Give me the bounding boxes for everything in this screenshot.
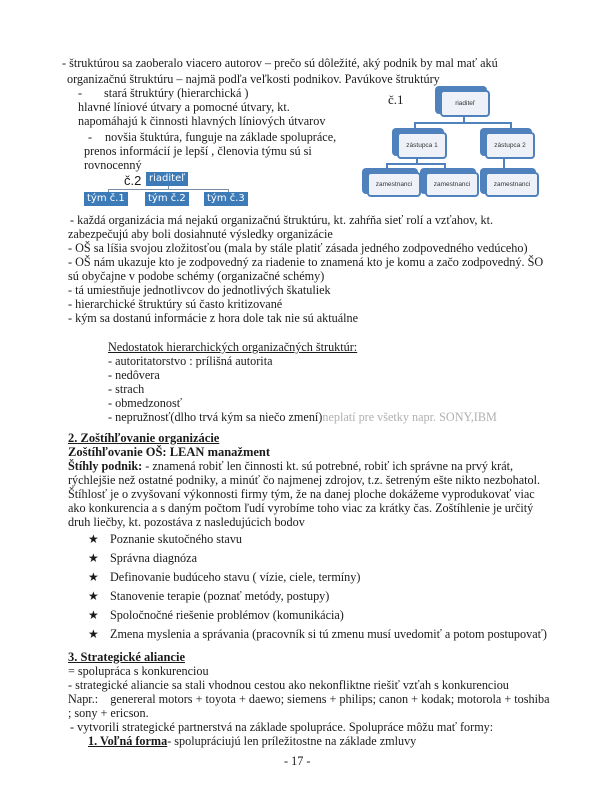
star-icon: ★ bbox=[88, 627, 99, 641]
team-box-1: tým č.1 bbox=[84, 192, 128, 206]
star-icon: ★ bbox=[88, 608, 99, 622]
star-icon: ★ bbox=[88, 570, 99, 584]
old-structure-desc-1: hlavné líniové útvary a pomocné útvary, kt. bbox=[78, 100, 290, 114]
old-structure-desc-2: napomáhajú k činnosti hlavných líniových útvarov bbox=[78, 114, 326, 128]
diagram-1-label: č.1 bbox=[388, 92, 404, 107]
form-label: 1. Voľná forma bbox=[88, 734, 168, 748]
drawback-item: - obmedzonosť bbox=[108, 396, 182, 410]
org-box-employees-1: zamestnanci bbox=[362, 168, 418, 194]
lean-para-2: rýchlejšie než ostatné podniky, a minúť čo najmenej zdrojov, t.z. šetreným ešte nikto nezbohatol. bbox=[68, 473, 541, 487]
lean-para-4: ako konkurencia a s daným počtom ľudí vyrobíme toho viac za krátky čas. Zoštíhlenie je určitý bbox=[68, 501, 534, 515]
lean-para-1: Štíhly podnik: - znamená robiť len činnosti kt. sú potrebné, robiť ich správne na prvý krát, bbox=[68, 459, 514, 473]
org-box-director: riaditeľ bbox=[435, 86, 487, 114]
alliance-form-1: 1. Voľná forma- spolupráciujú len príležitostne na základe zmluvy bbox=[88, 734, 417, 748]
section-2-subheading: Zoštíhľovanie OŠ: LEAN manažment bbox=[68, 445, 271, 459]
team-box-2: tým č.2 bbox=[145, 192, 189, 206]
drawback-item: - nedôvera bbox=[108, 368, 160, 382]
drawback-inflexibility: - nepružnosť(dlho trvá kým sa niečo zmení) bbox=[108, 410, 323, 424]
point-4: - tá umiestňuje jednotlivcov do jednotlivých škatuliek bbox=[68, 283, 331, 297]
star-icon: ★ bbox=[88, 589, 99, 603]
star-icon: ★ bbox=[88, 551, 99, 565]
point-3b: sú obyčajne v podobe schémy (organizačné schémy) bbox=[68, 269, 325, 283]
alliance-definition: = spolupráca s konkurenciou bbox=[68, 664, 209, 678]
bullet-item: ★ Spoločnočné riešenie problémov (komunikácia) bbox=[88, 608, 344, 622]
new-structure-line-3: rovnocenný bbox=[84, 158, 142, 172]
team-box-director: riaditeľ bbox=[146, 172, 188, 186]
page-number: - 17 - bbox=[284, 754, 311, 768]
alliance-line-1: - strategické aliancie sa stali vhodnou cestou ako nekonfliktne riešiť vzťah s konkurenciou bbox=[68, 678, 509, 692]
lean-para-5: druh liečby, kt. pozostáva z nasledujúcich bodov bbox=[68, 515, 305, 529]
alliance-line-4: - vytvorili strategické partnerstvá na základe spolupráce. Spolupráce môžu mať formy: bbox=[70, 720, 494, 734]
star-icon: ★ bbox=[88, 532, 99, 546]
old-structure-title: stará štruktúry (hierarchická ) bbox=[104, 86, 249, 100]
point-5: - hierarchické štruktúry sú často kritizované bbox=[68, 297, 283, 311]
drawbacks-title: Nedostatok hierarchických organizačných štruktúr: bbox=[108, 340, 358, 354]
drawback-item: - strach bbox=[108, 382, 145, 396]
org-box-employees-2: zamestnanci bbox=[420, 168, 476, 194]
alliance-examples: Napr.: genereral motors + toyota + daewo; siemens + philips; canon + kodak; motorola + toshiba bbox=[68, 692, 550, 706]
new-structure-line-2: prenos informácií je lepší , členovia týmu sú si bbox=[84, 144, 312, 158]
point-6: - kým sa dostanú informácie z hora dole tak nie sú aktuálne bbox=[68, 311, 359, 325]
intro-line-2: organizačnú štruktúru – najmä podľa veľkosti podnikov. Pavúkove štruktúry bbox=[67, 72, 440, 86]
drawback-item-last bbox=[108, 410, 497, 425]
org-box-deputy-2: zástupca 2 bbox=[480, 128, 532, 156]
alliance-examples-cont: ; sony + ericson. bbox=[68, 706, 149, 720]
org-box-deputy-1: zástupca 1 bbox=[392, 128, 444, 156]
point-1a: - každá organizácia má nejakú organizačnú štruktúru, kt. zahŕňa sieť rolí a vzťahov, kt. bbox=[70, 213, 494, 227]
section-2-heading: 2. Zoštíhľovanie organizácie bbox=[68, 431, 220, 445]
bullet-item: ★ Správna diagnóza bbox=[88, 551, 197, 565]
team-box-3: tým č.3 bbox=[204, 192, 248, 206]
intro-line-1: - štruktúrou sa zaoberalo viacero autorov – prečo sú dôležité, aký podnik by mal mať akú bbox=[62, 56, 498, 70]
new-structure-line-1: novšia štuktúra, funguje na základe spolupráce, bbox=[105, 130, 337, 144]
bullet-item: ★ Poznanie skutočného stavu bbox=[88, 532, 243, 546]
lean-label: Štíhly podnik: bbox=[68, 459, 143, 473]
diagram-2-label: č.2 bbox=[124, 173, 142, 188]
drawback-item: - autoritatorstvo : prílišná autorita bbox=[108, 354, 273, 368]
drawback-note: neplatí pre všetky napr. SONY,IBM bbox=[322, 410, 497, 424]
bullet-item: ★ Zmena myslenia a správania (pracovník si tú zmenu musí uvedomiť a potom postupovať) bbox=[88, 627, 547, 641]
bullet-item: ★ Definovanie budúceho stavu ( vízie, ciele, termíny) bbox=[88, 570, 361, 584]
point-3a: - OŠ nám ukazuje kto je zodpovedný za riadenie to znamená kto je komu a začo zodpovedný. ŠO bbox=[68, 255, 544, 269]
lean-para-3: Štíhlosť je o zvyšovaní výkonnosti firmy tým, že na danej ploche dokážeme vyprodukovať viac bbox=[68, 487, 535, 501]
bullet-item: ★ Stanovenie terapie (poznať metódy, postupy) bbox=[88, 589, 330, 603]
old-structure-dash: - bbox=[78, 86, 83, 100]
org-box-employees-3: zamestnanci bbox=[480, 168, 536, 194]
section-3-heading: 3. Strategické aliancie bbox=[68, 650, 185, 664]
new-structure-dash: - bbox=[88, 130, 93, 144]
point-1b: zabezpečujú aby boli dosiahnuté výsledky organizácie bbox=[68, 227, 333, 241]
point-2: - OŠ sa líšia svojou zložitosťou (mala by stále platiť zásada jedného zodpovedného vedúceho) bbox=[68, 241, 528, 255]
